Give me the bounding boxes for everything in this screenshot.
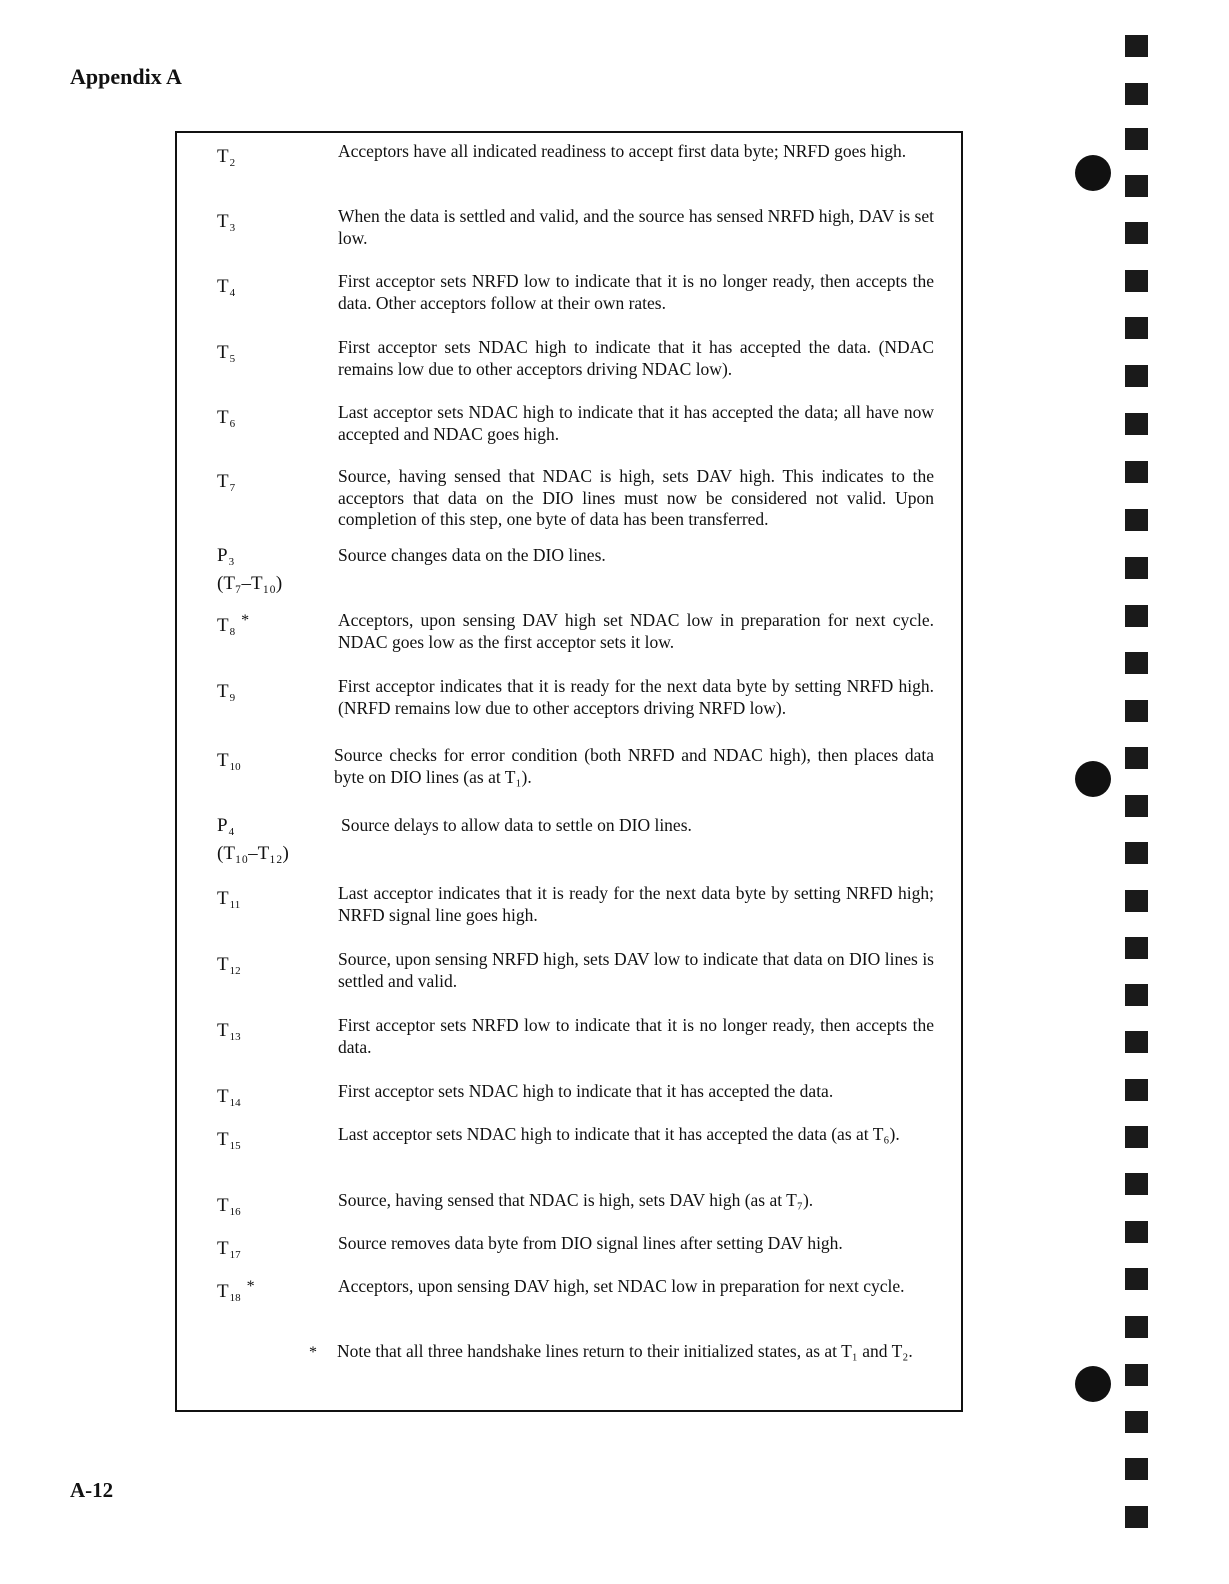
- step-label: $T_{11}$: [217, 888, 241, 911]
- step-description: Source, upon sensing NRFD high, sets DAV low to indicate that data on DIO lines is settled and valid.: [338, 949, 934, 991]
- step-label: $T_{12}$: [217, 954, 241, 977]
- binding-slot: [1125, 1268, 1148, 1290]
- binding-slot: [1125, 700, 1148, 722]
- binding-slot: [1125, 1221, 1148, 1243]
- step-label: $T_{17}$: [217, 1238, 241, 1261]
- binding-slot: [1125, 270, 1148, 292]
- step-description: Last acceptor indicates that it is ready for the next data byte by setting NRFD high; NRFD signal line goes high.: [338, 883, 934, 925]
- binding-slot: [1125, 605, 1148, 627]
- binding-slot: [1125, 83, 1148, 105]
- step-label: $T_{15}$: [217, 1129, 241, 1152]
- step-description: First acceptor sets NRFD low to indicate that it is no longer ready, then accepts the data. Other acceptors follow at their own rates.: [338, 271, 934, 313]
- binding-slot: [1125, 557, 1148, 579]
- binding-slot: [1125, 1079, 1148, 1101]
- binding-slot: [1125, 128, 1148, 150]
- binding-slot: [1125, 937, 1148, 959]
- step-description: Last acceptor sets NDAC high to indicate that it has accepted the data (as at T₆).: [338, 1124, 900, 1144]
- step-description: Acceptors, upon sensing DAV high set NDAC low in preparation for next cycle. NDAC goes low as the first acceptor sets it low.: [338, 610, 934, 652]
- binding-slot: [1125, 842, 1148, 864]
- step-description: When the data is settled and valid, and the source has sensed NRFD high, DAV is set low.: [338, 206, 934, 248]
- step-label: $T_{13}$: [217, 1020, 241, 1043]
- step-label: $T_5$: [217, 342, 236, 365]
- step-label: $T_4$: [217, 276, 236, 299]
- binding-slot: [1125, 317, 1148, 339]
- binding-slot: [1125, 1458, 1148, 1480]
- step-label: $T_3$: [217, 211, 236, 234]
- step-description: Source changes data on the DIO lines.: [338, 545, 606, 565]
- step-label: $T_{16}$: [217, 1195, 241, 1218]
- step-description: Last acceptor sets NDAC high to indicate that it has accepted the data; all have now accepted and NDAC goes high.: [338, 402, 934, 444]
- note-text: * Note that all three handshake lines return to their initialized states, as at T₁ and T₂.: [309, 1341, 934, 1364]
- step-label: $T_{18}^*$: [217, 1278, 255, 1304]
- step-label: $T_7$: [217, 471, 236, 494]
- binding-slot: [1125, 1411, 1148, 1433]
- step-description: Source, having sensed that NDAC is high, sets DAV high (as at T₇).: [338, 1190, 814, 1210]
- binding-slot: [1125, 175, 1148, 197]
- step-label: $P_4$ (T₁₀–T₁₂): [217, 815, 289, 864]
- binding-slot: [1125, 35, 1148, 57]
- step-description: Source, having sensed that NDAC is high, sets DAV high. This indicates to the acceptors that data on the DIO lines must now be considered not valid. Upon completion of this step, one byte of data has been transferred.: [338, 466, 934, 529]
- binding-slot: [1125, 652, 1148, 674]
- binding-slot: [1125, 890, 1148, 912]
- step-description: First acceptor indicates that it is ready for the next data byte by setting NRFD high. (NRFD remains low due to other acceptors driving NRFD low).: [338, 676, 934, 718]
- page-number: A-12: [70, 1478, 114, 1502]
- step-description: Source delays to allow data to settle on DIO lines.: [341, 815, 692, 835]
- step-description: First acceptor sets NRFD low to indicate that it is no longer ready, then accepts the data.: [338, 1015, 934, 1057]
- binding-slot: [1125, 413, 1148, 435]
- page-header: Appendix A: [70, 64, 182, 89]
- binding-slot: [1125, 1031, 1148, 1053]
- binding-slot: [1125, 795, 1148, 817]
- binding-slot: [1125, 1173, 1148, 1195]
- step-label: $P_3$ (T₇–T₁₀): [217, 545, 283, 594]
- binding-slot: [1125, 1506, 1148, 1528]
- binding-slot: [1125, 461, 1148, 483]
- step-description: First acceptor sets NDAC high to indicate that it has accepted the data.: [338, 1081, 834, 1101]
- step-description: Source removes data byte from DIO signal lines after setting DAV high.: [338, 1233, 843, 1253]
- step-label: $T_{10}$: [217, 750, 241, 773]
- binding-slot: [1125, 1316, 1148, 1338]
- timing-description-table: [175, 131, 963, 1412]
- binding-slot: [1125, 1126, 1148, 1148]
- step-description: Source checks for error condition (both NRFD and NDAC high), then places data byte on DIO lines (as at T₁).: [334, 745, 934, 787]
- binding-slot: [1125, 984, 1148, 1006]
- binding-slot: [1125, 747, 1148, 769]
- step-label: $T_9$: [217, 681, 236, 704]
- step-label: $T_{14}$: [217, 1086, 241, 1109]
- punch-hole: [1075, 1366, 1111, 1402]
- step-description: Acceptors have all indicated readiness to accept first data byte; NRFD goes high.: [338, 141, 907, 161]
- step-label: $T_2$: [217, 146, 236, 169]
- step-label: $T_6$: [217, 407, 236, 430]
- binding-slot: [1125, 1364, 1148, 1386]
- binding-slot: [1125, 509, 1148, 531]
- punch-hole: [1075, 155, 1111, 191]
- punch-hole: [1075, 761, 1111, 797]
- note-bullet: *: [309, 1344, 317, 1361]
- binding-slot: [1125, 365, 1148, 387]
- step-description: First acceptor sets NDAC high to indicate that it has accepted the data. (NDAC remains low due to other acceptors driving NDAC low).: [338, 337, 934, 379]
- binding-slot: [1125, 222, 1148, 244]
- step-label: $T_8^*$: [217, 612, 250, 638]
- step-description: Acceptors, upon sensing DAV high, set NDAC low in preparation for next cycle.: [338, 1276, 905, 1296]
